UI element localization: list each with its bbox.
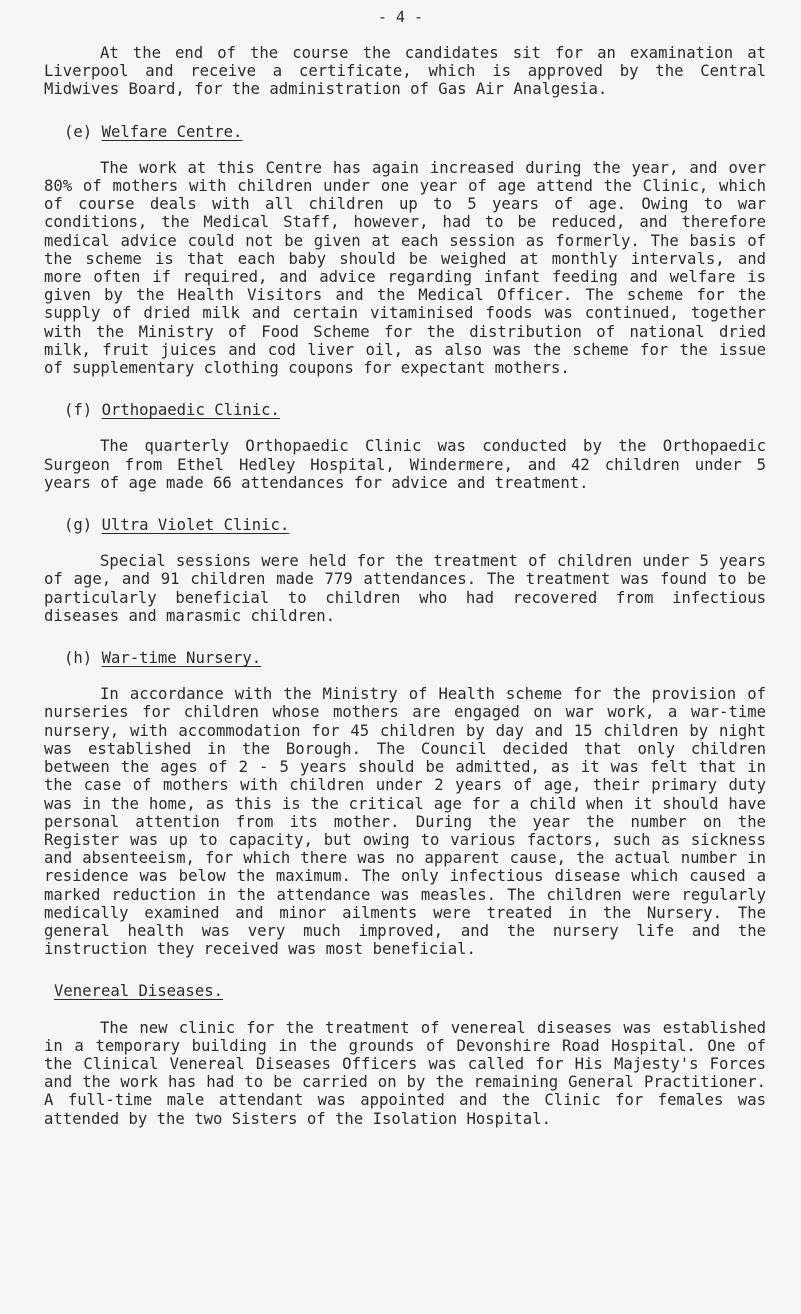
welfare-paragraph: The work at this Centre has again increased during the year, and over 80% of mothers with children under one year of age attend the Clinic, which of course deals with all children up to 5 years of age. Owing to war conditions, the Medical Staff, however, had to be reduced, and therefore medical advice could not be given at each session as formerly. The basis of the scheme is that each baby should be weighed at monthly intervals, and more often if required, and advice regarding infant feeding and welfare is given by the Health Visitors and the Medical Officer. The scheme for the supply of dried milk and certain vitaminised foods was continued, together with the Ministry of Food Scheme for the distribution of national dried milk, fruit juices and cod liver oil, as also was the scheme for the issue of supplementary clothing coupons for expectant mothers. — [44, 158, 766, 378]
orthopaedic-letter: (f) — [64, 401, 93, 420]
venereal-heading: Venereal Diseases. — [54, 982, 223, 1001]
nursery-heading — [44, 649, 766, 667]
ultra-violet-paragraph: Special sessions were held for the treatment of children under 5 years of age, and 91 children made 779 attendances. The treatment was found to be particularly beneficial to children who had recovered from infectious diseases and marasmic children. — [44, 552, 766, 625]
venereal-paragraph: The new clinic for the treatment of venereal diseases was established in a temporary building in the grounds of Devonshire Road Hospital. One of the Clinical Venereal Diseases Officers was called for His Majesty's Forces and the work has had to be carried on by the remaining General Practitioner. A full-time male attendant was appointed and the Clinic for females was attended by the two Sisters of the Isolation Hospital. — [44, 1018, 766, 1128]
orthopaedic-title: Orthopaedic Clinic. — [101, 401, 280, 420]
page-number: - 4 - — [377, 8, 424, 26]
nursery-letter: (h) — [64, 649, 93, 668]
intro-paragraph: At the end of the course the candidates sit for an examination at Liverpool and receive a certificate, which is approved by the Central Midwives Board, for the administration of Gas Air Analgesia. — [44, 44, 766, 99]
ultra-violet-letter: (g) — [64, 516, 93, 535]
welfare-title: Welfare Centre. — [101, 122, 243, 141]
orthopaedic-heading — [44, 401, 766, 419]
welfare-heading — [44, 123, 766, 141]
nursery-paragraph: In accordance with the Ministry of Health scheme for the provision of nurseries for children whose mothers are engaged on war work, a war-time nursery, with accommodation for 45 children by day and 15 children by night was established in the Borough. The Council decided that only children between the ages of 2 - 5 years should be admitted, as it was felt that in the case of mothers with children under 2 years of age, their primary duty was in the home, as this is the critical age for a child when it should have personal attention from its mother. During the year the number on the Register was up to capacity, but owing to various factors, such as sickness and absenteeism, for which there was no apparent cause, the actual number in residence was below the maximum. The only infectious disease which caused a marked reduction in the attendance was measles. The children were regularly medically examined and minor ailments were treated in the Nursery. The general health was very much improved, and the nursery life and the instruction they received was most beneficial. — [44, 685, 766, 959]
welfare-letter: (e) — [64, 122, 93, 141]
ultra-violet-title: Ultra Violet Clinic. — [101, 516, 290, 535]
orthopaedic-paragraph: The quarterly Orthopaedic Clinic was conducted by the Orthopaedic Surgeon from Ethel Hedley Hospital, Windermere, and 42 children under 5 years of age made 66 attendances for advice and treatment. — [44, 437, 766, 492]
nursery-title: War-time Nursery. — [101, 649, 262, 668]
ultra-violet-heading — [44, 516, 766, 534]
page-content — [44, 44, 766, 1128]
